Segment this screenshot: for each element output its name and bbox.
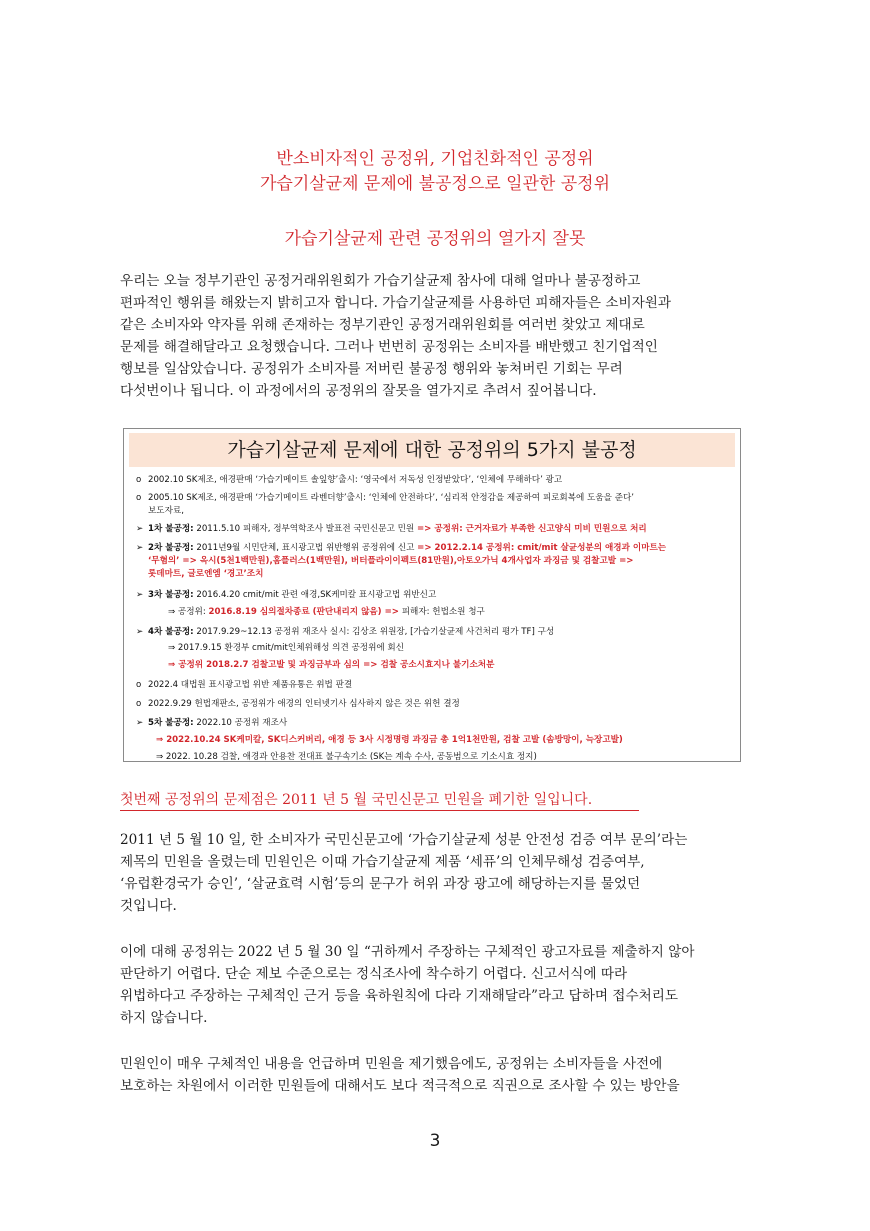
timeline-subitem: ⇒ 공정위 2018.2.7 검찰고발 및 과징금부과 심의 => 검찰 공소시효지나 불기소처분	[168, 660, 495, 670]
timeline-item-round-3: ➢ 3차 불공정: 2016.4.20 cmit/mit 관련 애경,SK케미칼 표시광고법 위반신고	[136, 590, 437, 600]
timeline-item-round-1: ➢ 1차 불공정: 2011.5.10 피해자, 정부역학조사 발표전 국민신문고 민원 => 공정위: 근거자료가 부족한 신고양식 미비 민원으로 처리	[136, 524, 647, 534]
body-paragraph-2	[120, 941, 760, 1029]
title-line-2: 가습기살균제 문제에 불공정으로 일관한 공정위	[259, 174, 611, 194]
circle-bullet-icon: o	[136, 680, 142, 690]
arrow-bullet-icon: ➢	[136, 627, 144, 637]
paragraph-line: 민원인이 매우 구체적인 내용을 언급하며 민원을 제기했음에도, 공정위는 소비자들을 사전에	[120, 1056, 663, 1072]
paragraph-line: 것입니다.	[120, 898, 177, 914]
intro-line: 편파적인 행위를 해왔는지 밝히고자 합니다. 가습기살균제를 사용하던 피해자들은 소비자원과	[120, 295, 672, 311]
arrow-bullet-icon: ➢	[136, 524, 144, 534]
arrow-bullet-icon: ➢	[136, 718, 144, 728]
page-number: 3	[429, 1131, 441, 1151]
section-heading-underline	[120, 810, 639, 811]
section-heading: 첫번째 공정위의 문제점은 2011 년 5 월 국민신문고 민원을 폐기한 일입니다.	[120, 792, 593, 808]
intro-line: 같은 소비자와 약자를 위해 존재하는 정부기관인 공정거래위원회를 여러번 찾았고 제대로	[120, 317, 645, 333]
intro-paragraph	[120, 270, 760, 402]
timeline-item-round-4: ➢ 4차 불공정: 2017.9.29~12.13 공정위 재조사 실시: 김상조 위원장, [가습기살균제 사건처리 평가 TF] 구성	[136, 627, 555, 637]
paragraph-line: 판단하기 어렵다. 단순 제보 수준으로는 정식조사에 착수하기 어렵다. 신고서식에 따라	[120, 966, 628, 982]
document-title	[0, 147, 870, 197]
body-paragraph-1	[120, 829, 760, 917]
paragraph-line: 이에 대해 공정위는 2022 년 5 월 30 일 “귀하께서 주장하는 구체적인 광고자료를 제출하지 않아	[120, 944, 695, 960]
arrow-bullet-icon: ➢	[136, 590, 144, 600]
document-subtitle: 가습기살균제 관련 공정위의 열가지 잘못	[284, 229, 586, 249]
timeline-subitem: ⇒ 2022.10.24 SK케미칼, SK디스커버리, 애경 등 3사 시정명령 과징금 총 1억1천만원, 검찰 고발 (솜방망이, 늑장고발)	[156, 735, 623, 745]
circle-bullet-icon: o	[136, 475, 142, 485]
timeline-item: o 2005.10 SK제조, 애경판매 ‘가습기메이트 라벤더향’출시: ‘인체에 안전하다’, ‘심리적 안정감을 제공하여 피로회복에 도움을 준다’ 보도자료,	[136, 493, 635, 516]
intro-line: 문제를 해결해달라고 요청했습니다. 그러나 번번히 공정위는 소비자를 배반했고 친기업적인	[120, 339, 658, 355]
timeline-box-title: 가습기살균제 문제에 대한 공정위의 5가지 불공정	[129, 433, 735, 467]
paragraph-line: 하지 않습니다.	[120, 1010, 208, 1026]
circle-bullet-icon: o	[136, 493, 142, 503]
title-line-1: 반소비자적인 공정위, 기업친화적인 공정위	[276, 149, 594, 169]
timeline-item: o 2002.10 SK제조, 애경판매 ‘가습기메이트 솔잎향’출시: ‘영국에서 저독성 인정받았다’, ‘인체에 무해하다’ 광고	[136, 475, 563, 485]
intro-line: 행보를 일삼았습니다. 공정위가 소비자를 저버린 불공정 행위와 놓쳐버린 기회는 무려	[120, 361, 623, 377]
circle-bullet-icon: o	[136, 699, 142, 709]
paragraph-line: 위법하다고 주장하는 구체적인 근거 등을 육하원칙에 다라 기재해달라”라고 답하며 접수처리도	[120, 988, 678, 1004]
paragraph-line: 보호하는 차원에서 이러한 민원들에 대해서도 보다 적극적으로 직권으로 조사할 수 있는 방안을	[120, 1078, 680, 1094]
arrow-bullet-icon: ➢	[136, 543, 144, 553]
timeline-subitem: ⇒ 2017.9.15 환경부 cmit/mit인체위해성 의견 공정위에 회신	[168, 643, 405, 653]
timeline-item: o 2022.9.29 헌법재판소, 공정위가 애경의 인터넷기사 심사하지 않은 것은 위헌 결정	[136, 699, 460, 709]
paragraph-line: ‘유럽환경국가 승인’, ‘살균효력 시험’등의 문구가 허위 과장 광고에 해당하는지를 물었던	[120, 876, 641, 892]
timeline-item-round-5: ➢ 5차 불공정: 2022.10 공정위 재조사	[136, 718, 288, 728]
timeline-item-round-2: ➢ 2차 불공정: 2011년9월 시민단체, 표시광고법 위반행위 공정위에 신고 => 2012.2.14 공정위: cmit/mit 살균성분의 애경과 이마트는 ‘무혐의’ => 옥시(5천1백만원),홈플러스(1백만원), 버터플라이이펙트(81만원),아토오가닉 4개사업자 과징금 및 검찰고발 => 롯데마트, 글로엔엠 ‘경고’조치	[136, 543, 667, 579]
intro-line: 다섯번이나 됩니다. 이 과정에서의 공정위의 잘못을 열가지로 추려서 짚어봅니다.	[120, 383, 597, 399]
timeline-subitem: ⇒ 2022. 10.28 검찰, 애경과 안용찬 전대표 불구속기소 (SK는 계속 수사, 공동범으로 기소시효 정지)	[156, 752, 537, 762]
paragraph-line: 2011 년 5 월 10 일, 한 소비자가 국민신문고에 ‘가습기살균제 성분 안전성 검증 여부 문의’라는	[120, 832, 688, 848]
paragraph-line: 제목의 민원을 올렸는데 민원인은 이때 가습기살균제 제품 ‘세퓨’의 인체무해성 검증여부,	[120, 854, 645, 870]
timeline-item: o 2022.4 대법원 표시광고법 위반 제품유통은 위법 판결	[136, 680, 353, 690]
body-paragraph-3	[120, 1053, 760, 1097]
intro-line: 우리는 오늘 정부기관인 공정거래위원회가 가습기살균제 참사에 대해 얼마나 불공정하고	[120, 273, 641, 289]
timeline-subitem: ⇒ 공정위: 2016.8.19 심의절차종료 (판단내리지 않음) => 피해자: 헌법소원 청구	[168, 607, 485, 617]
timeline-box	[123, 428, 741, 762]
timeline-list	[136, 472, 736, 764]
